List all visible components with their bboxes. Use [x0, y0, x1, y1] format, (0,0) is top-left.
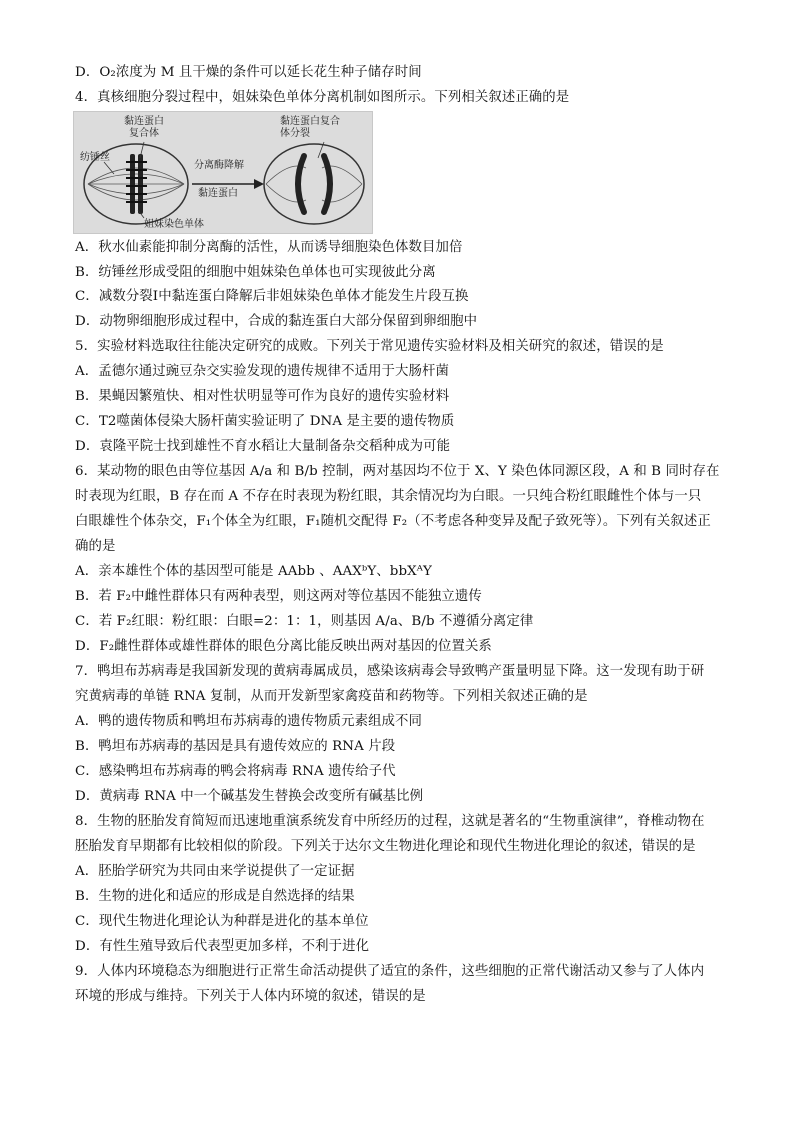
label-sister-chromatids: 姐妹染色单体	[144, 219, 204, 230]
question-6-option-c: C．若 F₂红眼：粉红眼：白眼=2：1：1，则基因 A/a、B/b 不遵循分离定律	[75, 614, 534, 629]
question-7-option-a: A．鸭的遗传物质和鸭坦布苏病毒的遗传物质元素组成不同	[75, 714, 423, 729]
question-5-option-b: B．果蝇因繁殖快、相对性状明显等可作为良好的遗传实验材料	[75, 389, 450, 404]
question-7-stem: 7．鸭坦布苏病毒是我国新发现的黄病毒属成员，感染该病毒会导致鸭产蛋量明显下降。这一发现有助于研	[75, 664, 705, 679]
label-cohesin-split: 黏连蛋白复合 体分裂	[280, 116, 340, 139]
text-line: D．O₂浓度为 M 且干燥的条件可以延长花生种子储存时间	[75, 65, 422, 80]
question-6-stem: 6．某动物的眼色由等位基因 A/a 和 B/b 控制，两对基因均不位于 X、Y 染色体同源区段，A 和 B 同时存在	[75, 464, 720, 479]
question-4-option-b: B．纺锤丝形成受阻的细胞中姐妹染色单体也可实现彼此分离	[75, 265, 436, 280]
question-7-stem: 究黄病毒的单链 RNA 复制，从而开发新型家禽疫苗和药物等。下列相关叙述正确的是	[75, 689, 588, 704]
question-5-stem: 5．实验材料选取往往能决定研究的成败。下列关于常见遗传实验材料及相关研究的叙述，错误的是	[75, 339, 664, 354]
chromatid-separation-figure	[73, 111, 373, 234]
question-5-option-c: C．T2噬菌体侵染大肠杆菌实验证明了 DNA 是主要的遗传物质	[75, 414, 455, 429]
question-6-stem: 时表现为红眼，B 存在而 A 不存在时表现为粉红眼，其余情况均为白眼。一只纯合粉红眼雌性个体与一只	[75, 489, 702, 504]
question-8-stem: 胚胎发育早期都有比较相似的阶段。下列关于达尔文生物进化理论和现代生物进化理论的叙述，错误的是	[75, 839, 696, 854]
question-4-option-c: C．减数分裂Ⅰ中黏连蛋白降解后非姐妹染色单体才能发生片段互换	[75, 289, 469, 304]
question-6-option-d: D．F₂雌性群体或雄性群体的眼色分离比能反映出两对基因的位置关系	[75, 639, 492, 654]
question-4-option-d: D．动物卵细胞形成过程中，合成的黏连蛋白大部分保留到卵细胞中	[75, 314, 478, 329]
label-spindle-fiber: 纺锤丝	[80, 152, 110, 163]
question-7-option-d: D．黄病毒 RNA 中一个碱基发生替换会改变所有碱基比例	[75, 789, 424, 804]
question-4-stem: 4．真核细胞分裂过程中，姐妹染色单体分离机制如图所示。下列相关叙述正确的是	[75, 90, 570, 105]
question-8-option-c: C．现代生物进化理论认为种群是进化的基本单位	[75, 914, 369, 929]
question-9-stem: 9．人体内环境稳态为细胞进行正常生命活动提供了适宜的条件，这些细胞的正常代谢活动又参与了人体内	[75, 964, 705, 979]
question-9-stem: 环境的形成与维持。下列关于人体内环境的叙述，错误的是	[75, 989, 426, 1004]
question-7-option-b: B．鸭坦布苏病毒的基因是具有遗传效应的 RNA 片段	[75, 739, 396, 754]
label-arrow-bottom: 黏连蛋白	[198, 188, 238, 199]
question-6-option-a: A．亲本雄性个体的基因型可能是 AAbb 、AAXᵇY、bbXᴬY	[75, 564, 432, 579]
question-6-option-b: B．若 F₂中雌性群体只有两种表型，则这两对等位基因不能独立遗传	[75, 589, 482, 604]
question-4-option-a: A．秋水仙素能抑制分离酶的活性，从而诱导细胞染色体数目加倍	[75, 240, 463, 255]
question-8-option-b: B．生物的进化和适应的形成是自然选择的结果	[75, 889, 355, 904]
question-6-stem: 白眼雄性个体杂交，F₁个体全为红眼，F₁随机交配得 F₂（不考虑各种变异及配子致死等）。下列有关叙述正	[75, 514, 711, 529]
question-7-option-c: C．感染鸭坦布苏病毒的鸭会将病毒 RNA 遗传给子代	[75, 764, 396, 779]
question-5-option-a: A．孟德尔通过豌豆杂交实验发现的遗传规律不适用于大肠杆菌	[75, 364, 450, 379]
question-8-option-a: A．胚胎学研究为共同由来学说提供了一定证据	[75, 864, 355, 879]
question-8-option-d: D．有性生殖导致后代表型更加多样，不利于进化	[75, 939, 370, 954]
question-8-stem: 8．生物的胚胎发育简短而迅速地重演系统发育中所经历的过程，这就是著名的“生物重演律”，脊椎动物在	[75, 814, 705, 829]
label-arrow-top: 分离酶降解	[194, 160, 244, 171]
question-6-stem: 确的是	[75, 539, 116, 554]
question-5-option-d: D．袁隆平院士找到雄性不育水稻让大量制备杂交稻种成为可能	[75, 439, 451, 454]
label-cohesin-complex: 黏连蛋白 复合体	[124, 116, 164, 139]
